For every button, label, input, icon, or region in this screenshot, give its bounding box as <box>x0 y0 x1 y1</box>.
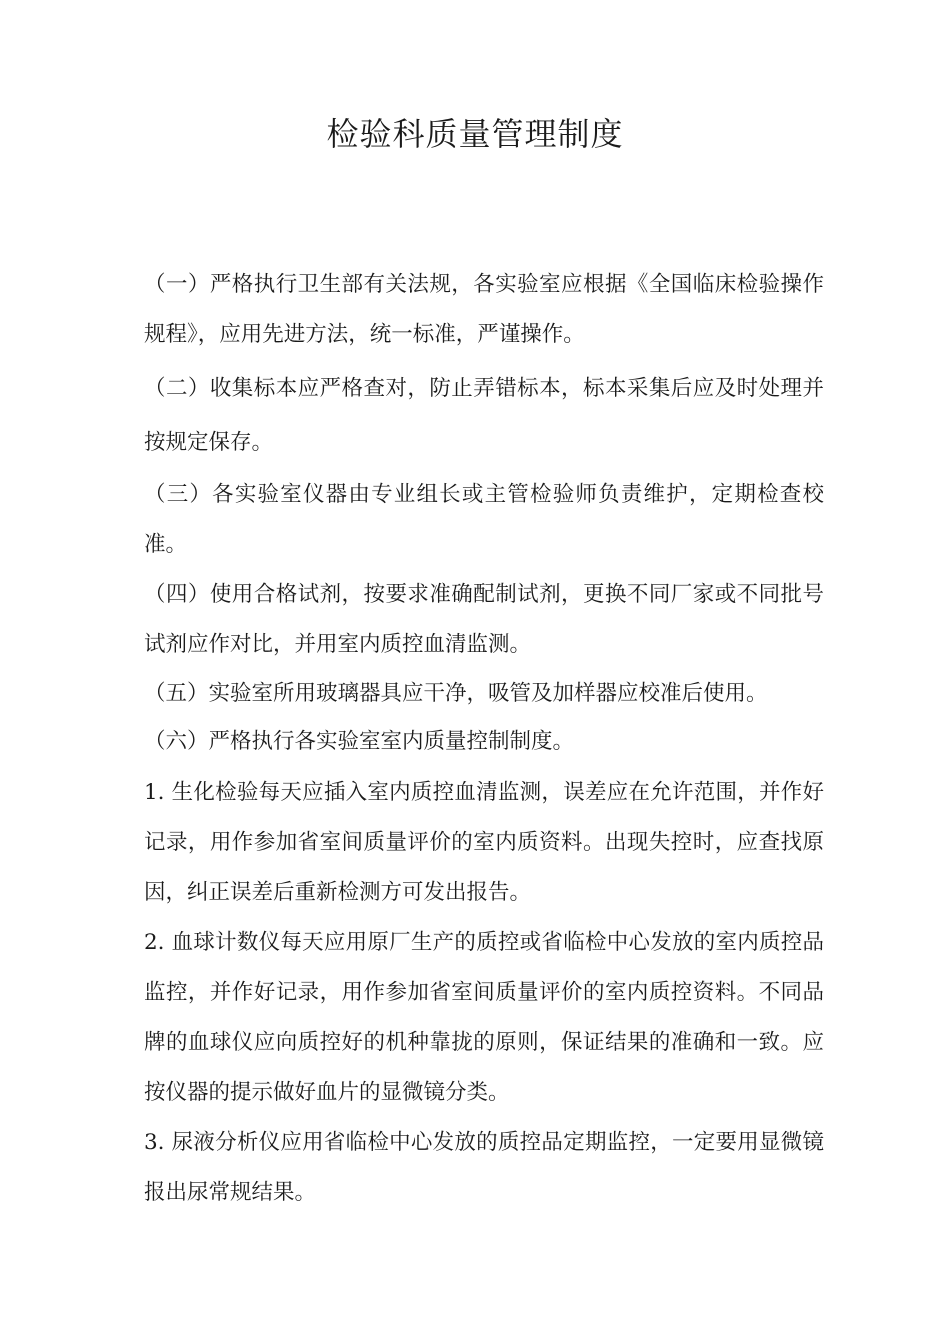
document-body <box>144 260 824 1218</box>
paragraph-5: （五）实验室所用玻璃器具应干净，吸管及加样器应校准后使用。 <box>144 681 768 706</box>
paragraph-1: （一）严格执行卫生部有关法规，各实验室应根据《全国临床检验操作规程》，应用先进方法，统一标准，严谨操作。 <box>144 272 824 347</box>
paragraph-6: （六）严格执行各实验室室内质量控制制度。 <box>144 729 575 754</box>
paragraph-3: （三）各实验室仪器由专业组长或主管检验师负责维护，定期检查校准。 <box>144 482 824 557</box>
paragraph-4: （四）使用合格试剂，按要求准确配制试剂，更换不同厂家或不同批号试剂应作对比，并用室内质控血清监测。 <box>144 582 824 657</box>
paragraph-9: 3. 尿液分析仪应用省临检中心发放的质控品定期监控，一定要用显微镜报出尿常规结果。 <box>144 1130 824 1205</box>
paragraph-7: 1. 生化检验每天应插入室内质控血清监测，误差应在允许范围，并作好记录，用作参加省室间质量评价的室内质资料。出现失控时，应查找原因，纠正误差后重新检测方可发出报告。 <box>144 780 824 905</box>
paragraph-2: （二）收集标本应严格查对，防止弄错标本，标本采集后应及时处理并按规定保存。 <box>144 376 824 455</box>
paragraph-8: 2. 血球计数仪每天应用原厂生产的质控或省临检中心发放的室内质控品监控，并作好记录，用作参加省室间质量评价的室内质控资料。不同品牌的血球仪应向质控好的机种靠拢的原则，保证结果的准确和一致。应按仪器的提示做好血片的显微镜分类。 <box>144 930 824 1105</box>
document-title: 检验科质量管理制度 <box>326 115 624 153</box>
